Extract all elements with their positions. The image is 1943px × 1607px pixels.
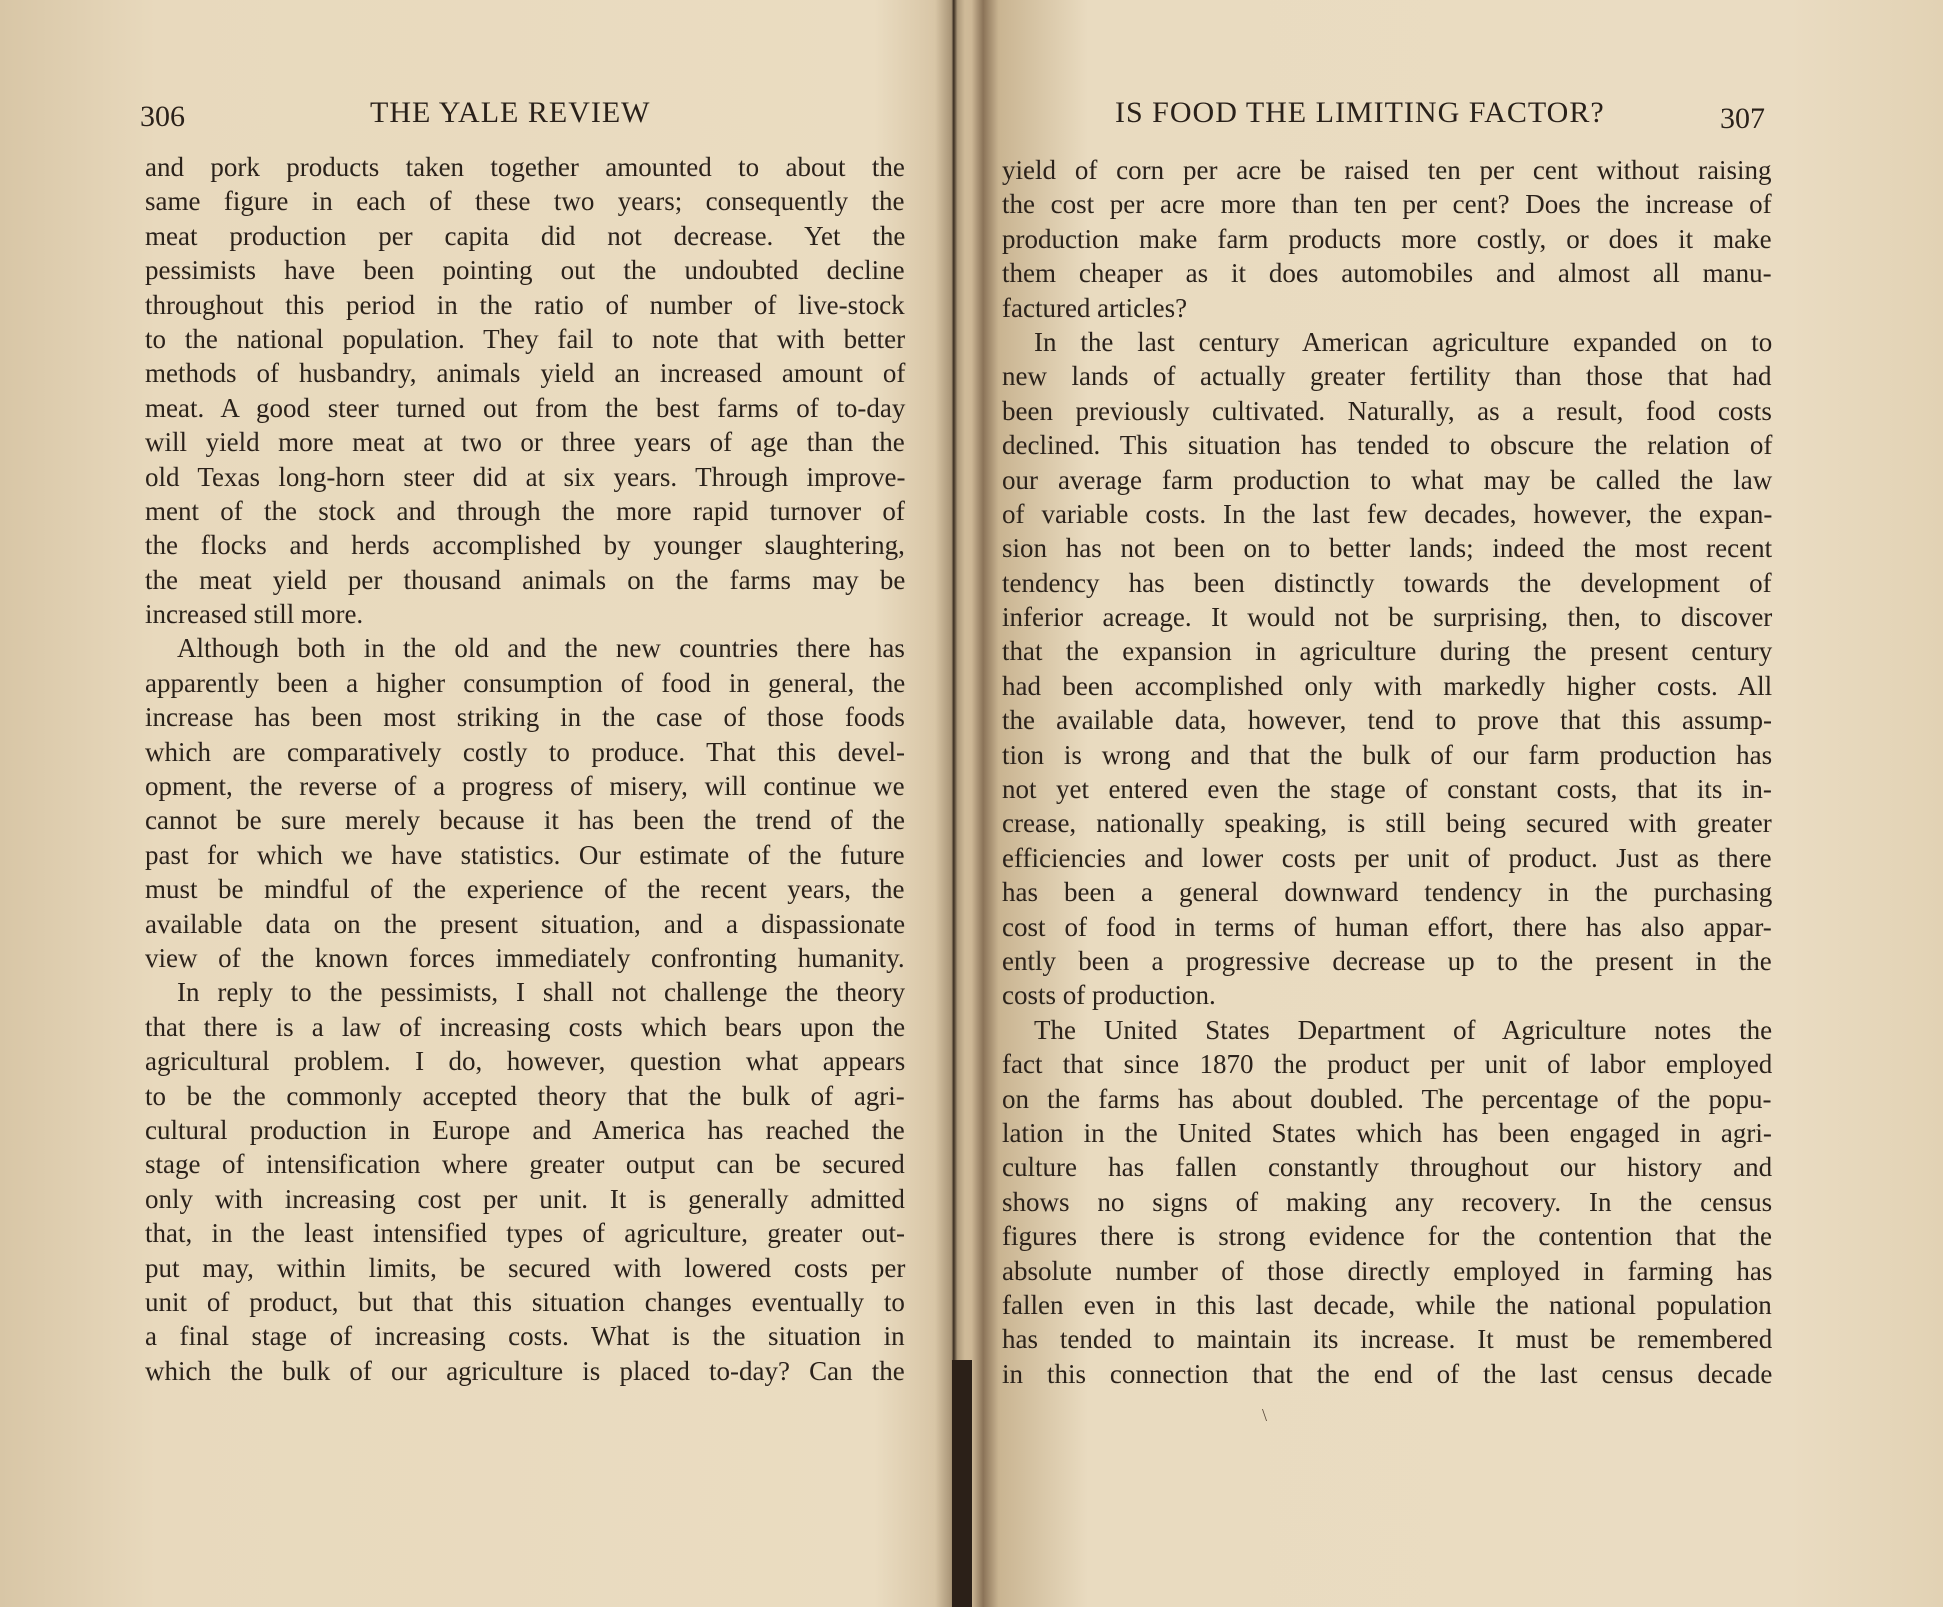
text-line: efficiencies and lower costs per unit of product. Just as there xyxy=(1002,842,1772,873)
text-line: ently been a progressive decrease up to the present in the xyxy=(1002,945,1772,976)
text-line: not yet entered even the stage of constant costs, that its in- xyxy=(1002,774,1772,805)
text-line: costs of production. xyxy=(1002,980,1216,1011)
text-line: figures there is strong evidence for the contention that the xyxy=(1002,1221,1773,1252)
text-line: shows no signs of making any recovery. In the census xyxy=(1002,1186,1773,1217)
text-line: The United States Department of Agriculture notes the xyxy=(1034,1014,1773,1045)
text-line: sion has not been on to better lands; indeed the most recent xyxy=(1002,533,1773,564)
text-line: production make farm products more costly, or does it make xyxy=(1002,223,1772,254)
text-line: Although both in the old and the new countries there has xyxy=(177,633,905,664)
text-line: ment of the stock and through the more rapid turnover of xyxy=(145,495,905,526)
text-line: and pork products taken together amounted to about the xyxy=(145,152,905,182)
text-line: increase has been most striking in the case of those foods xyxy=(145,702,905,733)
text-line: must be mindful of the experience of the recent years, the xyxy=(145,874,905,905)
text-line: cost of food in terms of human effort, there has also appar- xyxy=(1002,911,1772,942)
right-page xyxy=(965,0,1943,1607)
text-line: agricultural problem. I do, however, question what appears xyxy=(145,1046,906,1077)
right-page-text xyxy=(1002,153,1772,1391)
text-line: available data on the present situation, and a dispassionate xyxy=(145,908,906,939)
text-line: the flocks and herds accomplished by younger slaughtering, xyxy=(145,530,905,561)
text-line: will yield more meat at two or three years of age than the xyxy=(145,427,905,458)
text-line: the cost per acre more than ten per cent? Does the increase of xyxy=(1002,189,1772,220)
text-line: increased still more. xyxy=(145,599,364,630)
text-line: that the expansion in agriculture during the present century xyxy=(1002,636,1773,667)
page-number-right: 307 xyxy=(1720,102,1765,135)
text-line: new lands of actually greater fertility than those that had xyxy=(1002,361,1772,392)
text-line: to the national population. They fail to note that with better xyxy=(145,323,906,354)
text-line: throughout this period in the ratio of number of live-stock xyxy=(145,289,905,320)
text-line: view of the known forces immediately confronting humanity. xyxy=(145,942,905,973)
text-line: meat production per capita did not decrease. Yet the xyxy=(145,220,906,251)
page-number-left: 306 xyxy=(140,100,185,133)
text-line: our average farm production to what may be called the law xyxy=(1002,464,1773,495)
text-line: been previously cultivated. Naturally, as a result, food costs xyxy=(1002,395,1772,426)
text-line: stage of intensification where greater output can be secured xyxy=(145,1149,905,1180)
text-line: yield of corn per acre be raised ten per cent without raising xyxy=(1002,155,1772,185)
text-line: unit of product, but that this situation changes eventually to xyxy=(145,1286,905,1317)
text-line: had been accomplished only with markedly higher costs. All xyxy=(1002,670,1773,701)
text-line: has been a general downward tendency in the purchasing xyxy=(1002,877,1773,908)
text-line: which the bulk of our agriculture is placed to-day? Can the xyxy=(145,1355,905,1386)
text-line: same figure in each of these two years; consequently the xyxy=(145,186,905,217)
text-line: crease, nationally speaking, is still being secured with greater xyxy=(1002,808,1772,839)
text-line: lation in the United States which has been engaged in agri- xyxy=(1002,1117,1772,1148)
text-line: absolute number of those directly employed in farming has xyxy=(1002,1255,1773,1286)
text-line: in this connection that the end of the last census decade xyxy=(1002,1358,1773,1389)
text-line: put may, within limits, be secured with lowered costs per xyxy=(145,1252,906,1283)
running-head-right: IS FOOD THE LIMITING FACTOR? xyxy=(1115,96,1605,129)
text-line: on the farms has about doubled. The percentage of the popu- xyxy=(1002,1083,1772,1114)
text-line: that there is a law of increasing costs which bears upon the xyxy=(145,1011,906,1042)
text-line: fallen even in this last decade, while the national population xyxy=(1002,1289,1772,1320)
text-line: opment, the reverse of a progress of misery, will continue we xyxy=(145,771,905,802)
stray-mark: \ xyxy=(1262,1405,1268,1425)
text-line: tendency has been distinctly towards the development of xyxy=(1002,567,1772,598)
text-line: of variable costs. In the last few decades, however, the expan- xyxy=(1002,498,1773,529)
text-line: which are comparatively costly to produce. That this devel- xyxy=(145,736,906,767)
text-line: has tended to maintain its increase. It must be remembered xyxy=(1002,1324,1773,1355)
text-line: fact that since 1870 the product per unit of labor employed xyxy=(1002,1049,1773,1080)
text-line: to be the commonly accepted theory that the bulk of agri- xyxy=(145,1080,905,1111)
text-line: culture has fallen constantly throughout our history and xyxy=(1002,1152,1773,1183)
left-page xyxy=(0,0,950,1607)
text-line: that, in the least intensified types of agriculture, greater out- xyxy=(145,1218,906,1249)
text-line: apparently been a higher consumption of food in general, the xyxy=(145,667,906,698)
running-head-left: THE YALE REVIEW xyxy=(370,96,651,129)
text-line: In reply to the pessimists, I shall not challenge the theory xyxy=(177,977,906,1008)
text-line: cannot be sure merely because it has been the trend of the xyxy=(145,805,905,836)
text-line: only with increasing cost per unit. It is generally admitted xyxy=(145,1183,905,1214)
text-line: old Texas long-horn steer did at six years. Through improve- xyxy=(145,461,906,492)
text-line: them cheaper as it does automobiles and almost all manu- xyxy=(1002,258,1772,289)
text-line: inferior acreage. It would not be surprising, then, to discover xyxy=(1002,602,1773,633)
text-line: cultural production in Europe and America has reached the xyxy=(145,1114,905,1145)
text-line: the available data, however, tend to prove that this assump- xyxy=(1002,705,1772,736)
text-line: meat. A good steer turned out from the best farms of to-day xyxy=(145,392,906,423)
text-line: declined. This situation has tended to obscure the relation of xyxy=(1002,430,1773,461)
text-line: methods of husbandry, animals yield an increased amount of xyxy=(145,358,906,389)
text-line: past for which we have statistics. Our estimate of the future xyxy=(145,839,905,870)
text-line: the meat yield per thousand animals on the farms may be xyxy=(145,564,906,595)
text-line: In the last century American agriculture expanded on to xyxy=(1034,326,1773,357)
text-line: factured articles? xyxy=(1002,292,1188,323)
text-line: pessimists have been pointing out the undoubted decline xyxy=(145,255,905,286)
text-line: tion is wrong and that the bulk of our farm production has xyxy=(1002,739,1773,770)
text-line: a final stage of increasing costs. What is the situation in xyxy=(145,1321,905,1352)
left-page-text xyxy=(145,150,905,1388)
